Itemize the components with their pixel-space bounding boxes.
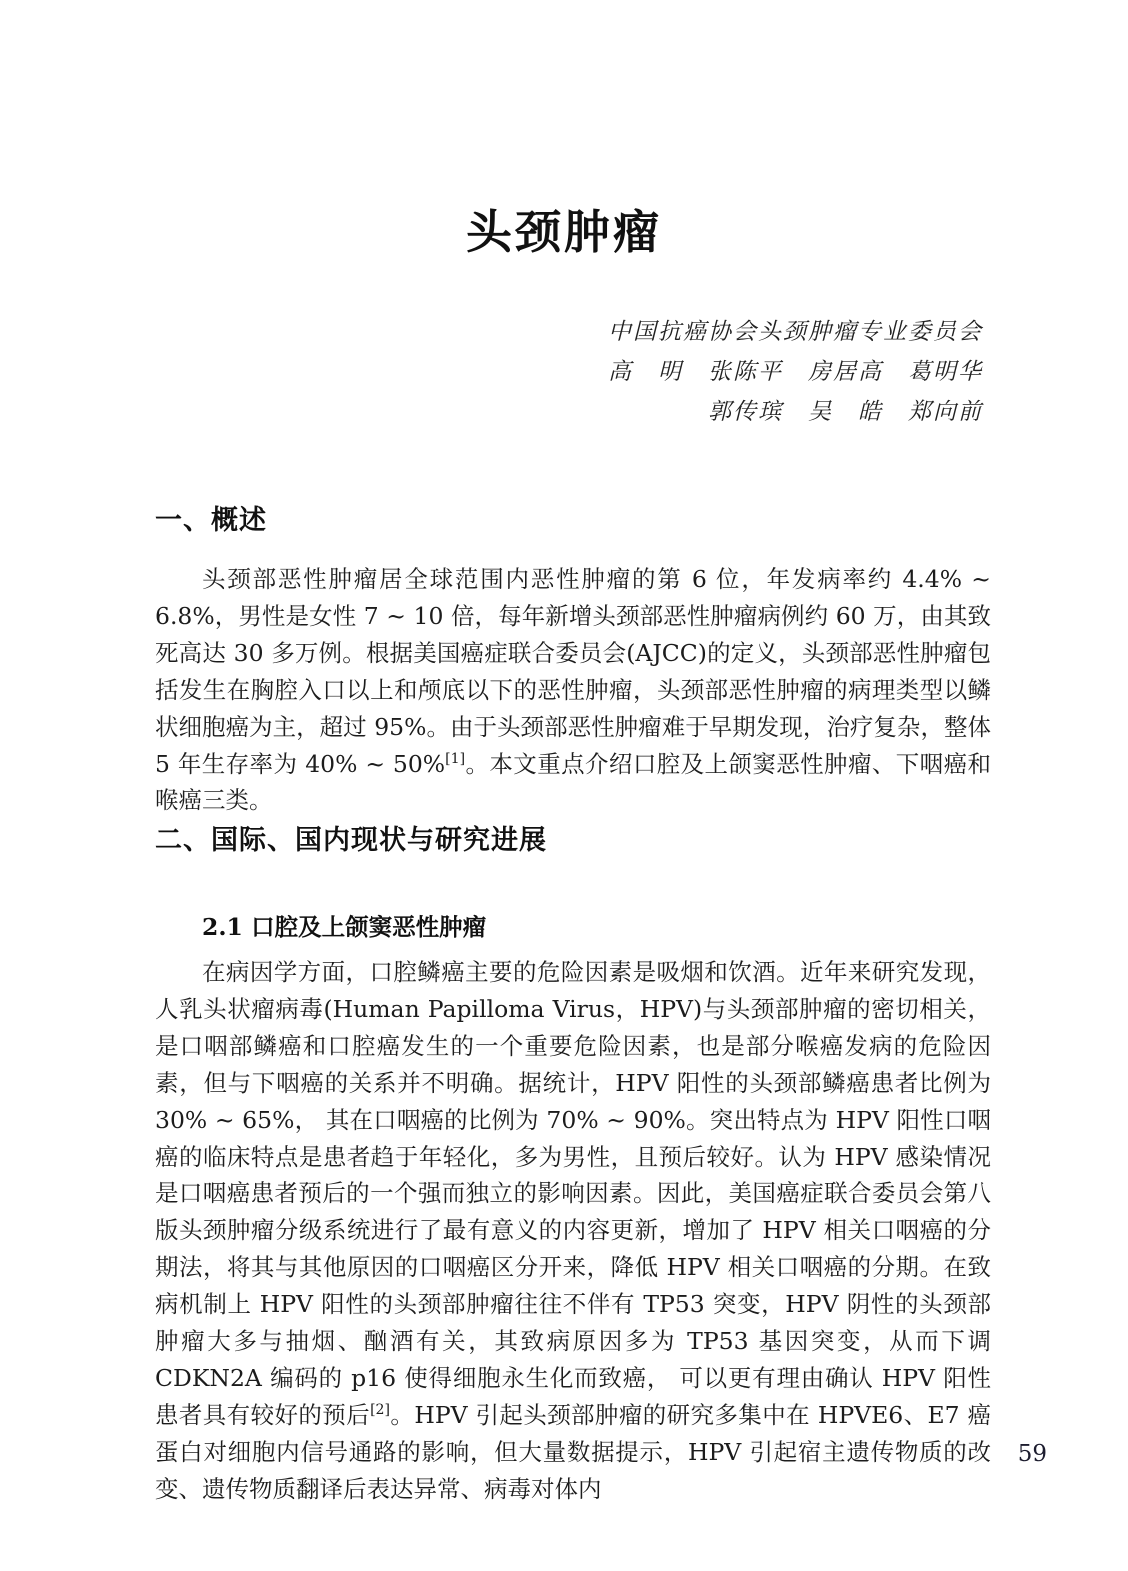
subsection-heading-oral-maxillary: 2.1 口腔及上颌窦恶性肿瘤	[202, 913, 487, 941]
progress-paragraph	[155, 954, 991, 1508]
section-heading-overview: 一、概述	[155, 505, 267, 536]
section-heading-progress: 二、国际、国内现状与研究进展	[155, 825, 547, 856]
progress-text-before-ref: 在病因学方面，口腔鳞癌主要的危险因素是吸烟和饮酒。近年来研究发现，人乳头状瘤病毒(Human Papilloma Virus，HPV)与头颈部肿瘤的密切相关，是口咽部鳞癌和口腔癌发生的一个重要危险因素，也是部分喉癌发病的危险因素，但与下咽癌的关系并不明确。据统计，HPV 阳性的头颈部鳞癌患者比例为 30% ~ 65%， 其在口咽癌的比例为 70% ~ 90%。突出特点为 HPV 阳性口咽癌的临床特点是患者趋于年轻化，多为男性，且预后较好。认为 HPV 感染情况是口咽癌患者预后的一个强而独立的影响因素。因此，美国癌症联合委员会第八版头颈肿瘤分级系统进行了最有意义的内容更新，增加了 HPV 相关口咽癌的分期法，将其与其他原因的口咽癌区分开来，降低 HPV 相关口咽癌的分期。在致病机制上 HPV 阳性的头颈部肿瘤往往不伴有 TP53 突变，HPV 阴性的头颈部肿瘤大多与抽烟、酗酒有关，其致病原因多为 TP53 基因突变，从而下调 CDKN2A 编码的 p16 使得细胞永生化而致癌， 可以更有理由确认 HPV 阳性患者具有较好的预后	[155, 958, 991, 1429]
overview-text-after-ref: 。本文重点介绍口腔及上颌窦恶性肿瘤、下咽癌和喉癌三类。	[155, 749, 991, 815]
committee-line: 中国抗癌协会头颈肿瘤专业委员会	[608, 319, 983, 345]
page-number: 59	[1017, 1441, 1047, 1467]
page-title: 头颈肿瘤	[466, 205, 662, 259]
reference-marker-2: [2]	[370, 1402, 391, 1419]
author-line-2: 郭传瑸 吴 皓 郑向前	[708, 399, 983, 425]
overview-text-before-ref: 头颈部恶性肿瘤居全球范围内恶性肿瘤的第 6 位，年发病率约 4.4% ~ 6.8%，男性是女性 7 ~ 10 倍，每年新增头颈部恶性肿瘤病例约 60 万，由其致死高达 30 多万例。根据美国癌症联合委员会(AJCC)的定义，头颈部恶性肿瘤包括发生在胸腔入口以上和颅底以下的恶性肿瘤，头颈部恶性肿瘤的病理类型以鳞状细胞癌为主，超过 95%。由于头颈部恶性肿瘤难于早期发现，治疗复杂，整体 5 年生存率为 40% ~ 50%	[155, 565, 991, 778]
overview-paragraph	[155, 561, 991, 819]
author-block	[155, 312, 983, 432]
author-line-1: 高 明 张陈平 房居高 葛明华	[608, 359, 983, 385]
progress-text-after-ref: 。HPV 引起头颈部肿瘤的研究多集中在 HPVE6、E7 癌蛋白对细胞内信号通路的影响，但大量数据提示，HPV 引起宿主遗传物质的改变、遗传物质翻译后表达异常、病毒对体内	[155, 1400, 991, 1503]
reference-marker-1: [1]	[445, 750, 466, 767]
